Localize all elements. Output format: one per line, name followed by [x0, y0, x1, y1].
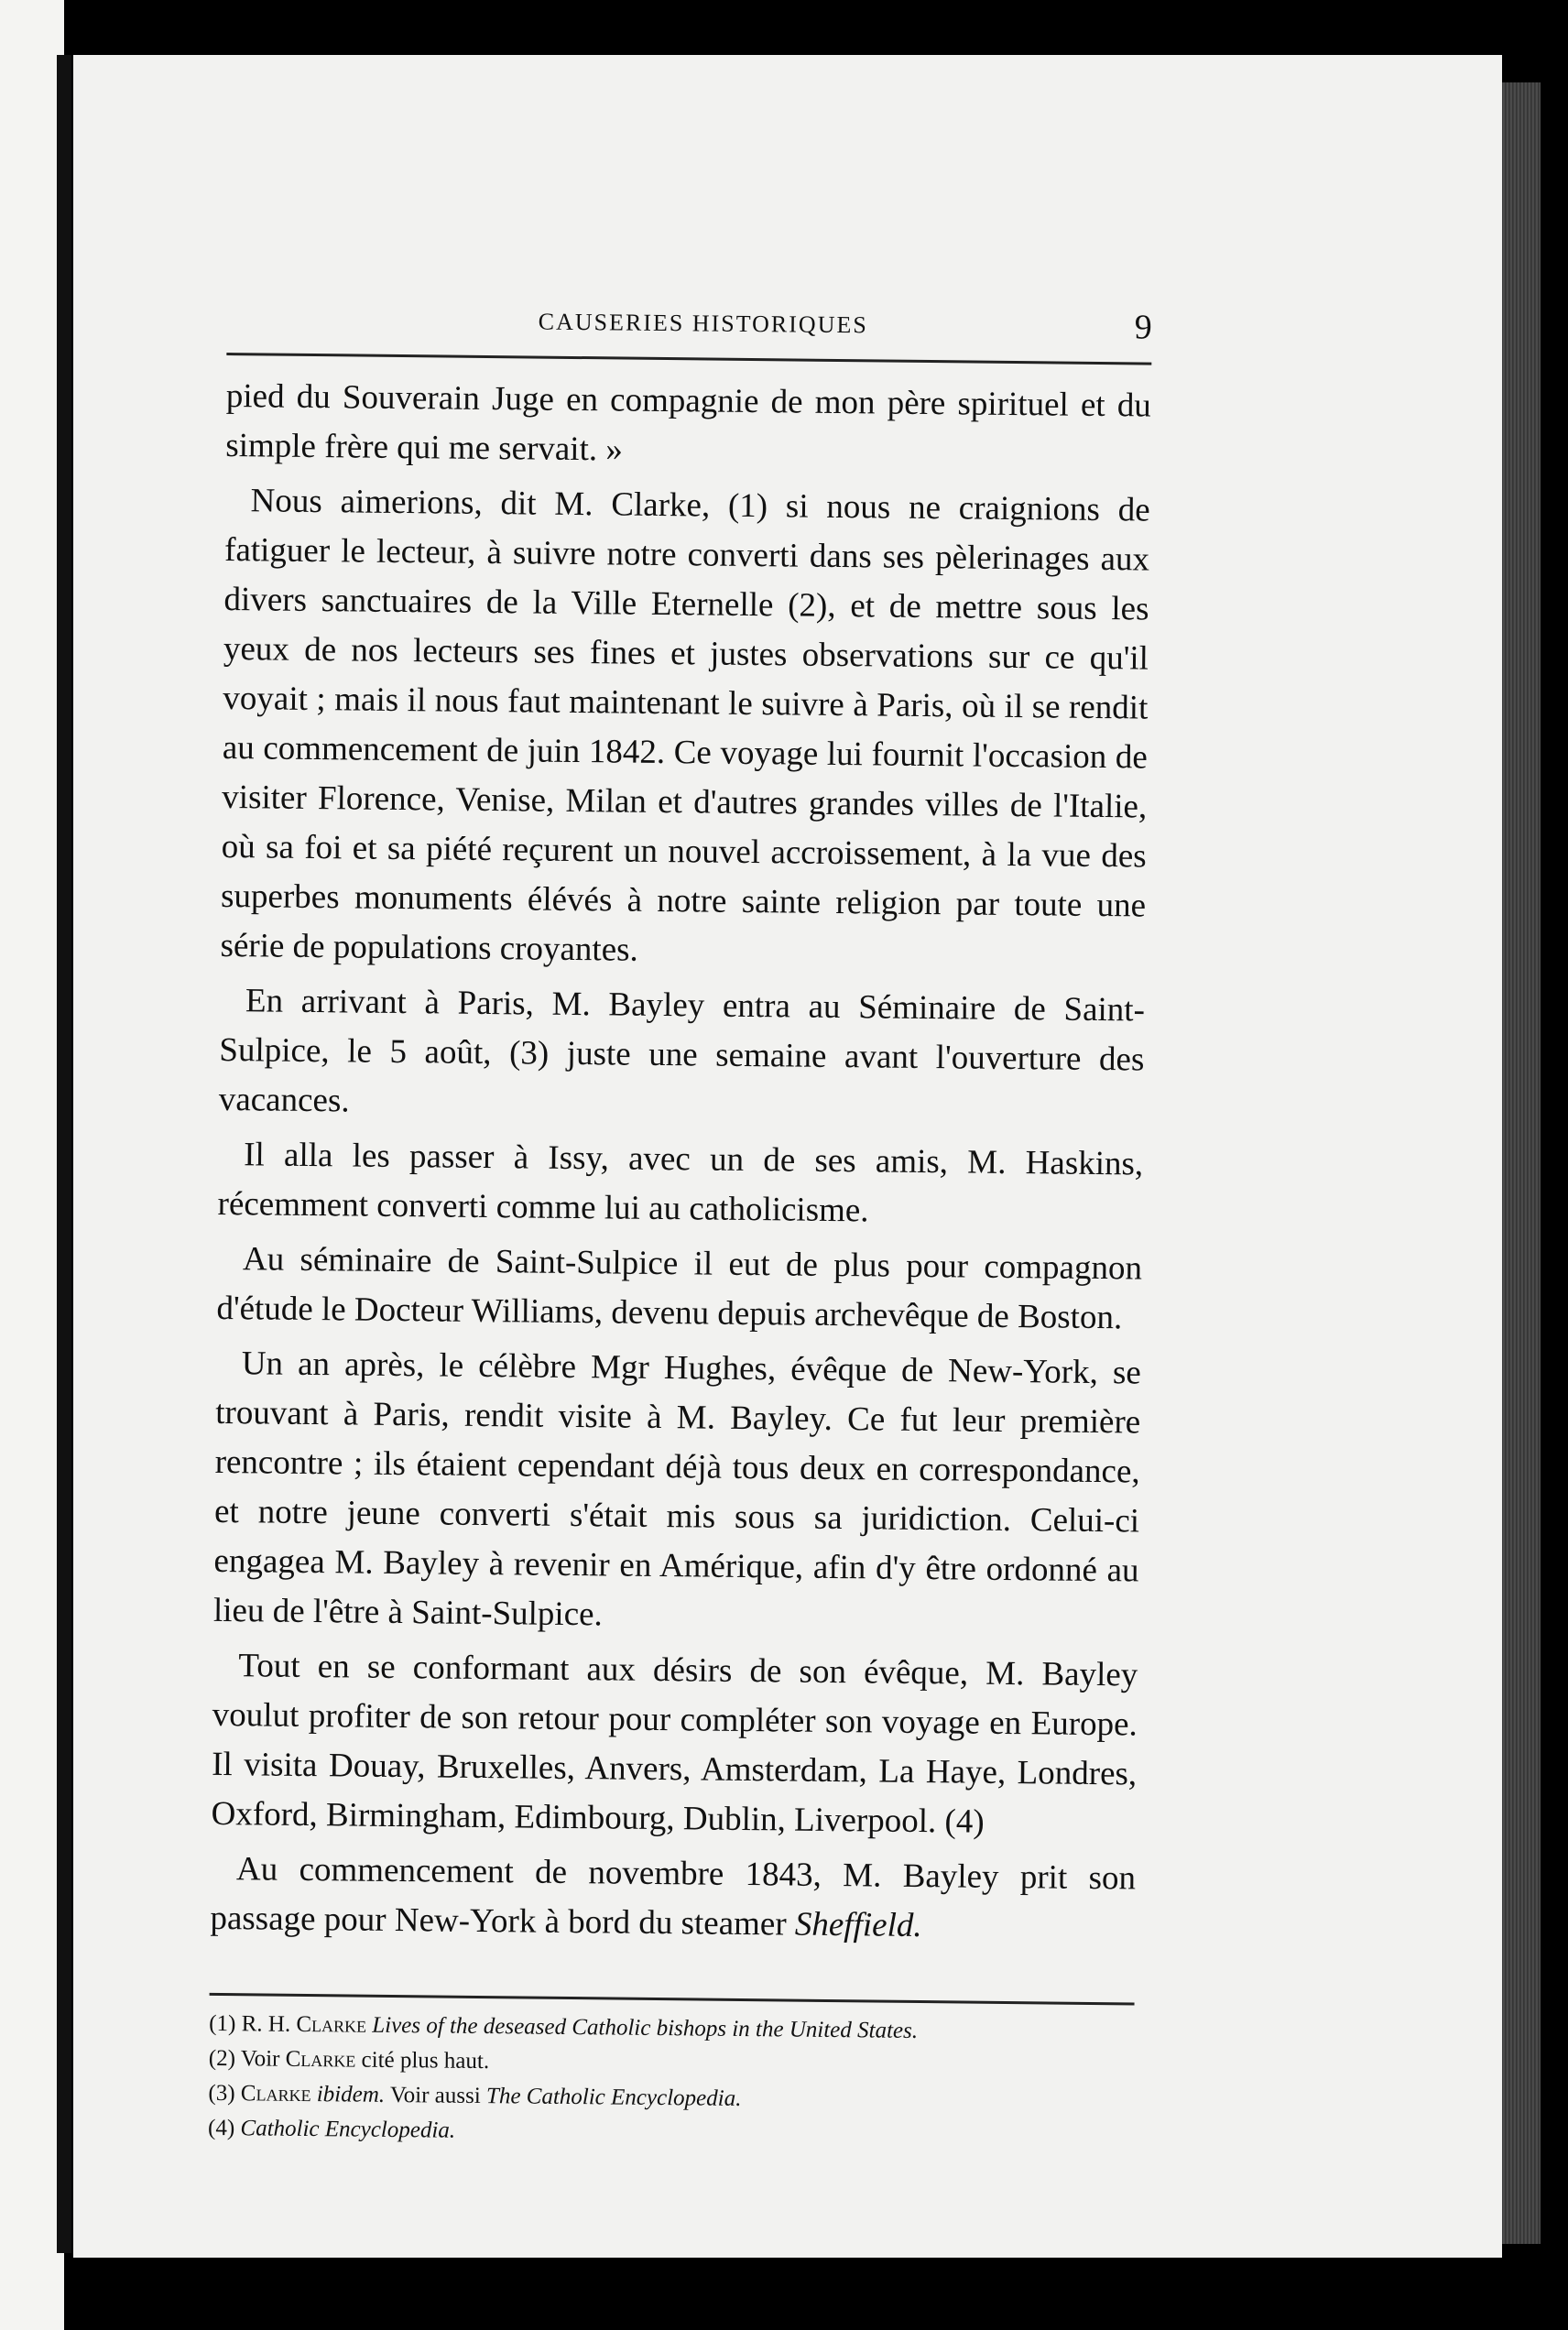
paragraph: Un an après, le célèbre Mgr Hughes, évêque de New-York, se trouvant à Paris, rendit visite à M. Bayley. Ce fut leur première rencontre ; ils étaient cependant déjà tous deux en correspondance, et notre jeune converti s'était mis sous sa juridiction. Celui-ci engagea M. Bayley à revenir en Amérique, afin d'y être ordonné au lieu de l'être à Saint-Sulpice.: [212, 1345, 1141, 1634]
page-stack-edge: [1502, 82, 1541, 2244]
body-text: [210, 372, 1151, 1953]
footnote-author: Clarke: [240, 2081, 311, 2107]
paragraph: pied du Souverain Juge en compagnie de mon père spirituel et du simple frère qui me servait. »: [225, 376, 1152, 469]
footnote-number: (2): [208, 2045, 236, 2072]
ship-name: Sheffield.: [794, 1905, 922, 1945]
paragraph: En arrivant à Paris, M. Bayley entra au Séminaire de Saint-Sulpice, le 5 août, (3) juste une semaine avant l'ouverture des vacances.: [218, 982, 1146, 1120]
footnote-author: Clarke: [285, 2046, 356, 2073]
footnote-text: Voir aussi: [389, 2082, 481, 2109]
footnote-number: (1): [209, 2010, 236, 2037]
paragraph: Nous aimerions, dit M. Clarke, (1) si nous ne craignions de fatiguer le lecteur, à suivre notre converti dans ses pèlerinages aux divers sanctuaires de la Ville Eternelle (2), et de mettre sous les yeux de nos lecteurs ses fines et justes observations sur ce qu'il voyait ; mais il nous faut maintenant le suivre à Paris, où il se rendit au commencement de juin 1842. Ce voyage lui fournit l'occasion de visiter Florence, Venise, Milan et d'autres grandes villes de l'Italie, où sa foi et sa piété reçurent un nouvel accroissement, à la vue des superbes monuments élévés à notre sainte religion par toute une série de populations croyantes.: [220, 482, 1150, 969]
paragraph: [210, 1845, 1136, 1954]
left-page-edge: [0, 0, 64, 2330]
footnote-rule: [210, 1993, 1135, 2006]
footnote-number: (4): [207, 2115, 235, 2141]
page-number: 9: [1134, 308, 1152, 347]
footnote-text: cité plus haut.: [361, 2047, 490, 2074]
paragraph: Au séminaire de Saint-Sulpice il eut de plus pour compagnon d'étude le Docteur Williams, devenu depuis archevêque de Boston.: [216, 1240, 1143, 1337]
footnote-number: (3): [208, 2080, 235, 2107]
page-gutter: [57, 55, 71, 2253]
footnote-title: Lives of the deseased Catholic bishops in the United States.: [372, 2012, 919, 2043]
footnote-title: The Catholic Encyclopedia.: [485, 2084, 742, 2111]
running-header: [226, 298, 1152, 365]
running-title: CAUSERIES HISTORIQUES: [538, 308, 868, 339]
footnote-text: Voir: [240, 2046, 280, 2072]
paragraph-text: Au commencement de novembre 1843, M. Bayley prit son passage pour New-York à bord du steamer: [210, 1850, 1137, 1943]
footnotes: [208, 2007, 1135, 2156]
paragraph: Tout en se conformant aux désirs de son évêque, M. Bayley voulut profiter de son retour pour compléter son voyage en Europe. Il visita Douay, Bruxelles, Anvers, Amsterdam, La Haye, Londres, Oxford, Birmingham, Edimbourg, Dublin, Liverpool. (4): [211, 1647, 1138, 1841]
footnote-author: R. H. Clarke: [241, 2011, 367, 2038]
page-content: [208, 298, 1152, 2155]
footnote-ibid: ibidem.: [316, 2082, 386, 2107]
footnote-title: Catholic Encyclopedia.: [240, 2116, 456, 2143]
paragraph: Il alla les passer à Issy, avec un de ses amis, M. Haskins, récemment converti comme lui au catholicisme.: [217, 1136, 1144, 1230]
